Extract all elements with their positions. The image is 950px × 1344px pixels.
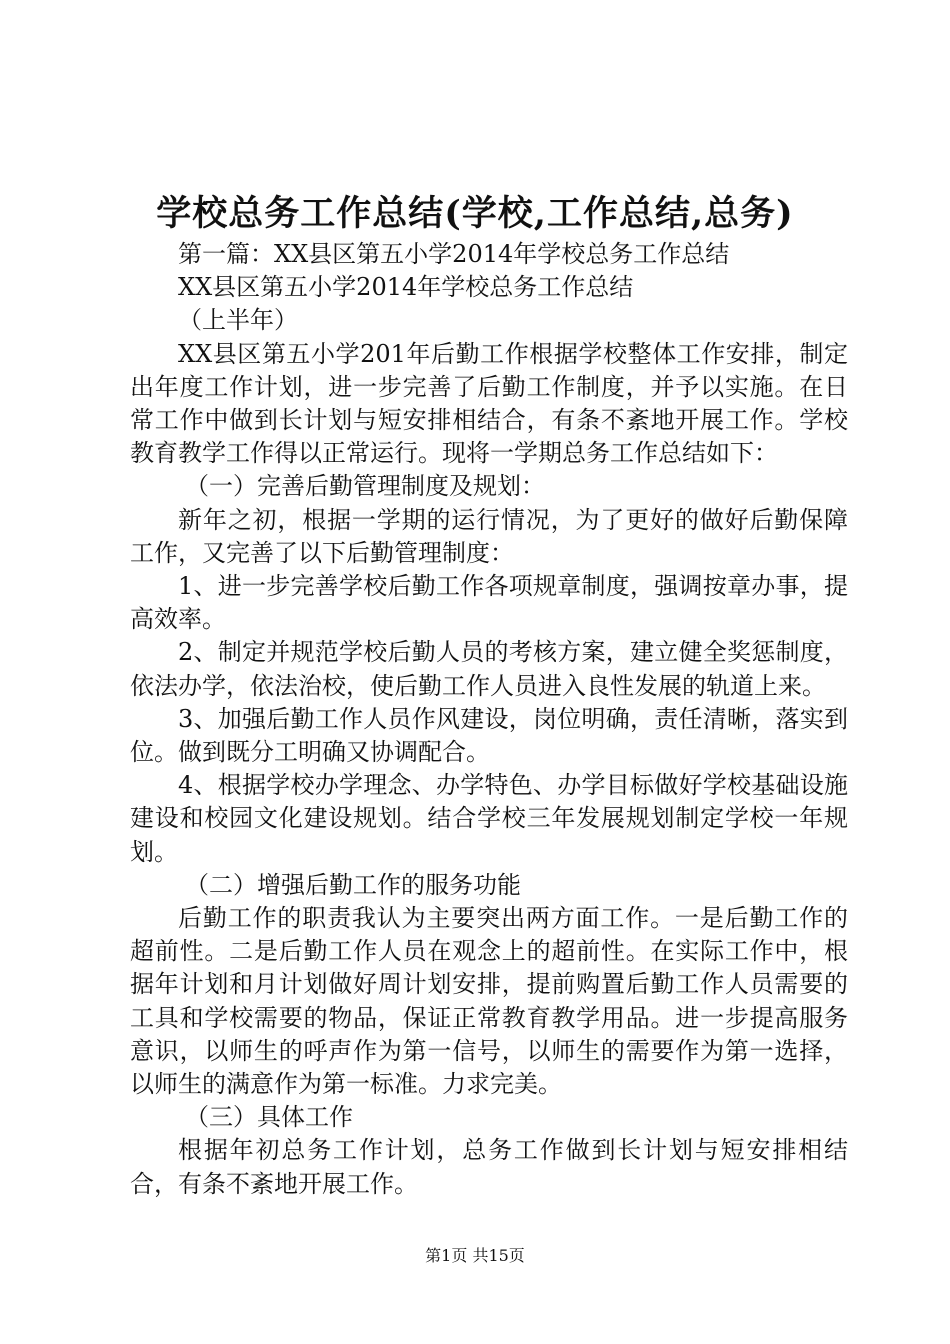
- paragraph: 新年之初，根据一学期的运行情况，为了更好的做好后勤保障工作，又完善了以下后勤管理制度：: [130, 505, 848, 567]
- paragraph: 后勤工作的职责我认为主要突出两方面工作。一是后勤工作的超前性。二是后勤工作人员在观念上的超前性。在实际工作中，根据年计划和月计划做好周计划安排，提前购置后勤工作人员需要的工具和学校需要的物品，保证正常教育教学用品。进一步提高服务意识，以师生的呼声作为第一信号，以师生的需要作为第一选择，以师生的满意作为第一标准。力求完美。: [130, 904, 848, 1099]
- page-number-footer: 第1页 共15页: [425, 1246, 525, 1265]
- list-item: 1、进一步完善学校后勤工作各项规章制度，强调按章办事，提高效率。: [130, 572, 848, 634]
- paragraph: 第一篇：XX县区第五小学2014年学校总务工作总结: [178, 240, 730, 268]
- document-body: [130, 238, 848, 1201]
- paragraph: （上半年）: [178, 306, 298, 335]
- paragraph: XX县区第五小学2014年学校总务工作总结: [178, 273, 634, 302]
- section-heading: （二）增强后勤工作的服务功能: [185, 870, 521, 899]
- section-heading: （三）具体工作: [185, 1103, 353, 1132]
- section-heading: （一）完善后勤管理制度及规划：: [185, 472, 545, 501]
- list-item: 2、制定并规范学校后勤人员的考核方案，建立健全奖惩制度，依法办学，依法治校，使后勤工作人员进入良性发展的轨道上来。: [130, 638, 848, 700]
- list-item: 4、根据学校办学理念、办学特色、办学目标做好学校基础设施建设和校园文化建设规划。结合学校三年发展规划制定学校一年规划。: [130, 771, 848, 866]
- paragraph: 根据年初总务工作计划，总务工作做到长计划与短安排相结合，有条不紊地开展工作。: [130, 1136, 848, 1198]
- document-title: 学校总务工作总结(学校,工作总结,总务): [156, 193, 794, 234]
- list-item: 3、加强后勤工作人员作风建设，岗位明确，责任清晰，落实到位。做到既分工明确又协调配合。: [130, 704, 848, 767]
- paragraph: XX县区第五小学201年后勤工作根据学校整体工作安排，制定出年度工作计划，进一步完善了后勤工作制度，并予以实施。在日常工作中做到长计划与短安排相结合，有条不紊地开展工作。学校教育教学工作得以正常运行。现将一学期总务工作总结如下：: [130, 339, 848, 468]
